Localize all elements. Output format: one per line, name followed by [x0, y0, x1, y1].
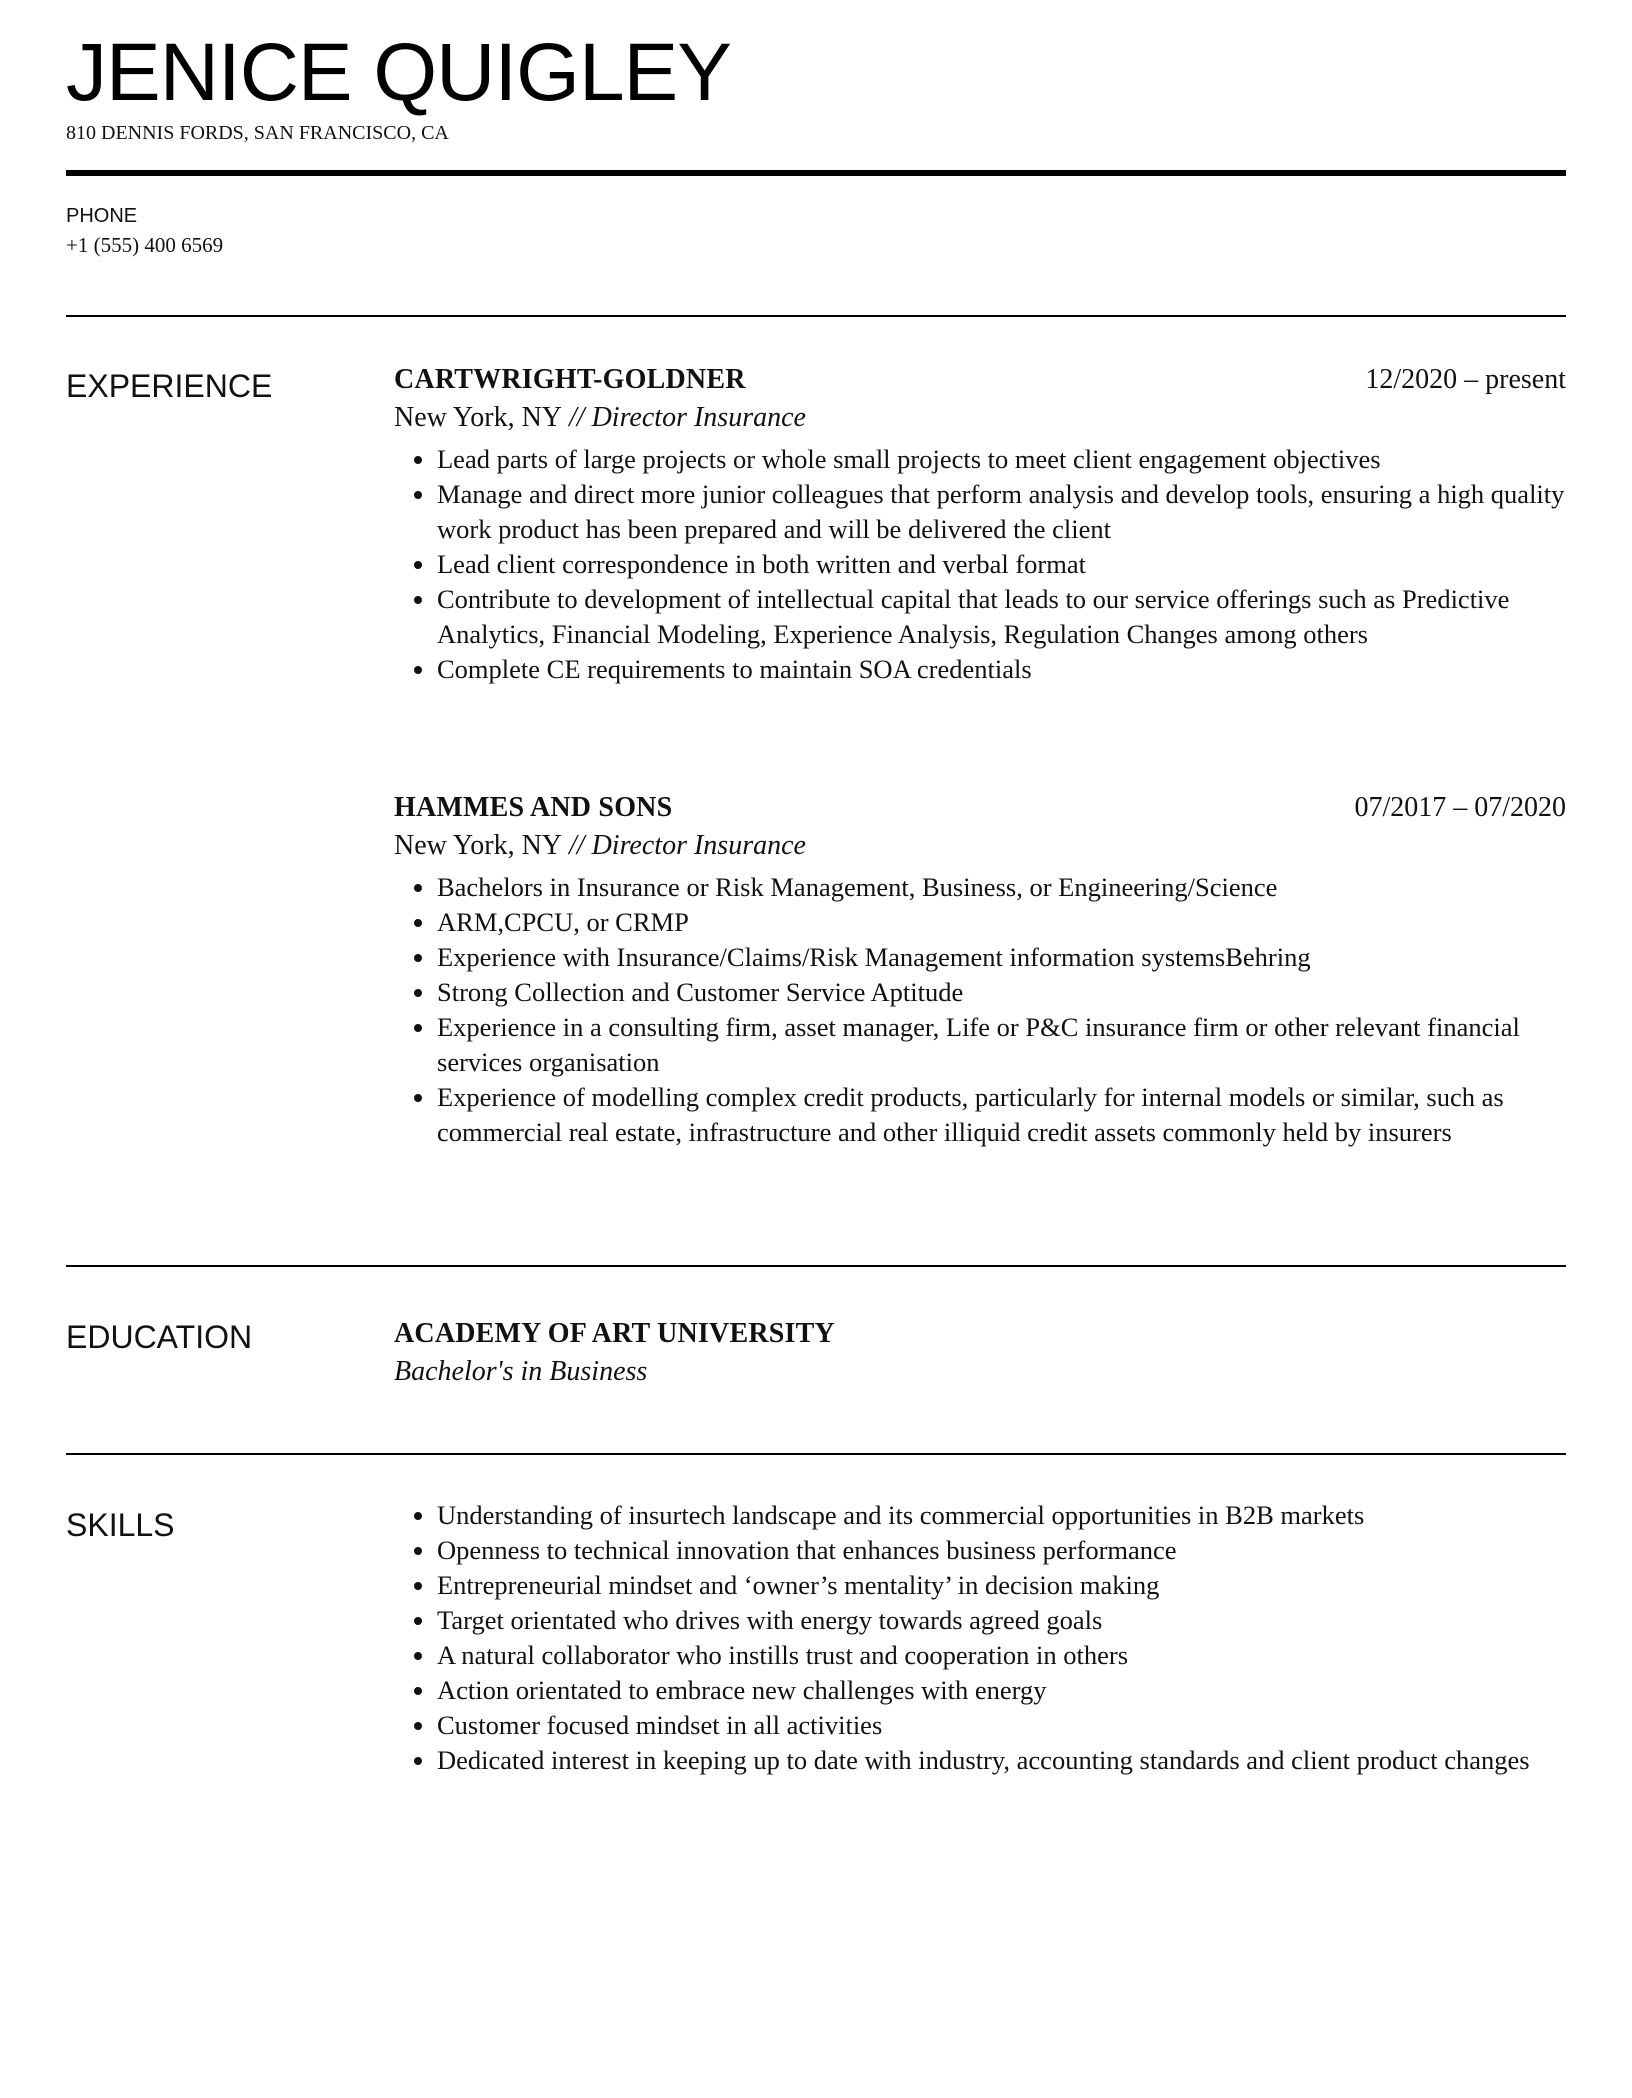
job-company: CARTWRIGHT-GOLDNER — [394, 364, 746, 395]
list-item: • Action orientated to embrace new challenges with energy — [437, 1673, 1566, 1708]
skills-entry — [394, 1498, 1566, 1778]
job-dates: 12/2020 – present — [1365, 364, 1566, 395]
list-item: • ARM,CPCU, or CRMP — [437, 905, 1566, 940]
education-heading: EDUCATION — [66, 1319, 253, 1355]
job-entry — [394, 362, 1566, 687]
phone-number: +1 (555) 400 6569 — [66, 233, 224, 257]
skills-list — [394, 1498, 1566, 1778]
list-item: • Lead parts of large projects or whole small projects to meet client engagement objectives — [437, 442, 1566, 477]
job-role-separator: // — [562, 830, 592, 861]
candidate-name: JENICE QUIGLEY — [66, 27, 731, 118]
job-location: New York, NY — [394, 830, 563, 861]
education-school: ACADEMY OF ART UNIVERSITY — [394, 1318, 835, 1349]
list-item: • Entrepreneurial mindset and ‘owner’s mentality’ in decision making — [437, 1568, 1566, 1603]
job-role: Director Insurance — [591, 830, 806, 861]
list-item: • Target orientated who drives with energy towards agreed goals — [437, 1603, 1566, 1638]
skills-heading: SKILLS — [66, 1507, 175, 1543]
education-degree: Bachelor's in Business — [394, 1356, 648, 1387]
job-role-separator: // — [562, 402, 592, 433]
job-location-role — [394, 400, 1566, 438]
header-divider — [66, 170, 1566, 176]
list-item: • Bachelors in Insurance or Risk Management, Business, or Engineering/Science — [437, 870, 1566, 905]
list-item: • Contribute to development of intellectual capital that leads to our service offerings such as Predictive Analytics, Financial Modeling, Experience Analysis, Regulation Changes among others — [437, 582, 1566, 652]
list-item: • A natural collaborator who instills trust and cooperation in others — [437, 1638, 1566, 1673]
list-item: • Understanding of insurtech landscape and its commercial opportunities in B2B markets — [437, 1498, 1566, 1533]
job-location-role — [394, 828, 1566, 866]
list-item: • Experience with Insurance/Claims/Risk Management information systemsBehring — [437, 940, 1566, 975]
job-duties-list — [394, 870, 1566, 1150]
list-item: • Dedicated interest in keeping up to date with industry, accounting standards and client product changes — [437, 1743, 1566, 1778]
list-item: • Manage and direct more junior colleagues that perform analysis and develop tools, ensuring a high quality work product has been prepared and will be delivered the client — [437, 477, 1566, 547]
section-divider — [66, 315, 1566, 317]
job-company: HAMMES AND SONS — [394, 792, 673, 823]
list-item: • Openness to technical innovation that enhances business performance — [437, 1533, 1566, 1568]
list-item: • Experience of modelling complex credit products, particularly for internal models or similar, such as commercial real estate, infrastructure and other illiquid credit assets commonly held by insurers — [437, 1080, 1566, 1150]
list-item: • Complete CE requirements to maintain SOA credentials — [437, 652, 1566, 687]
list-item: • Experience in a consulting firm, asset manager, Life or P&C insurance firm or other relevant financial services organisation — [437, 1010, 1566, 1080]
list-item: • Customer focused mindset in all activities — [437, 1708, 1566, 1743]
section-divider — [66, 1265, 1566, 1267]
section-divider — [66, 1453, 1566, 1455]
job-dates: 07/2017 – 07/2020 — [1354, 792, 1566, 823]
job-location: New York, NY — [394, 402, 563, 433]
job-role: Director Insurance — [591, 402, 806, 433]
job-entry — [394, 790, 1566, 1150]
education-entry — [394, 1316, 1566, 1390]
list-item: • Strong Collection and Customer Service Aptitude — [437, 975, 1566, 1010]
candidate-address: 810 DENNIS FORDS, SAN FRANCISCO, CA — [66, 122, 449, 144]
list-item: • Lead client correspondence in both written and verbal format — [437, 547, 1566, 582]
job-duties-list — [394, 442, 1566, 687]
experience-heading: EXPERIENCE — [66, 368, 273, 404]
phone-label: PHONE — [66, 205, 138, 227]
